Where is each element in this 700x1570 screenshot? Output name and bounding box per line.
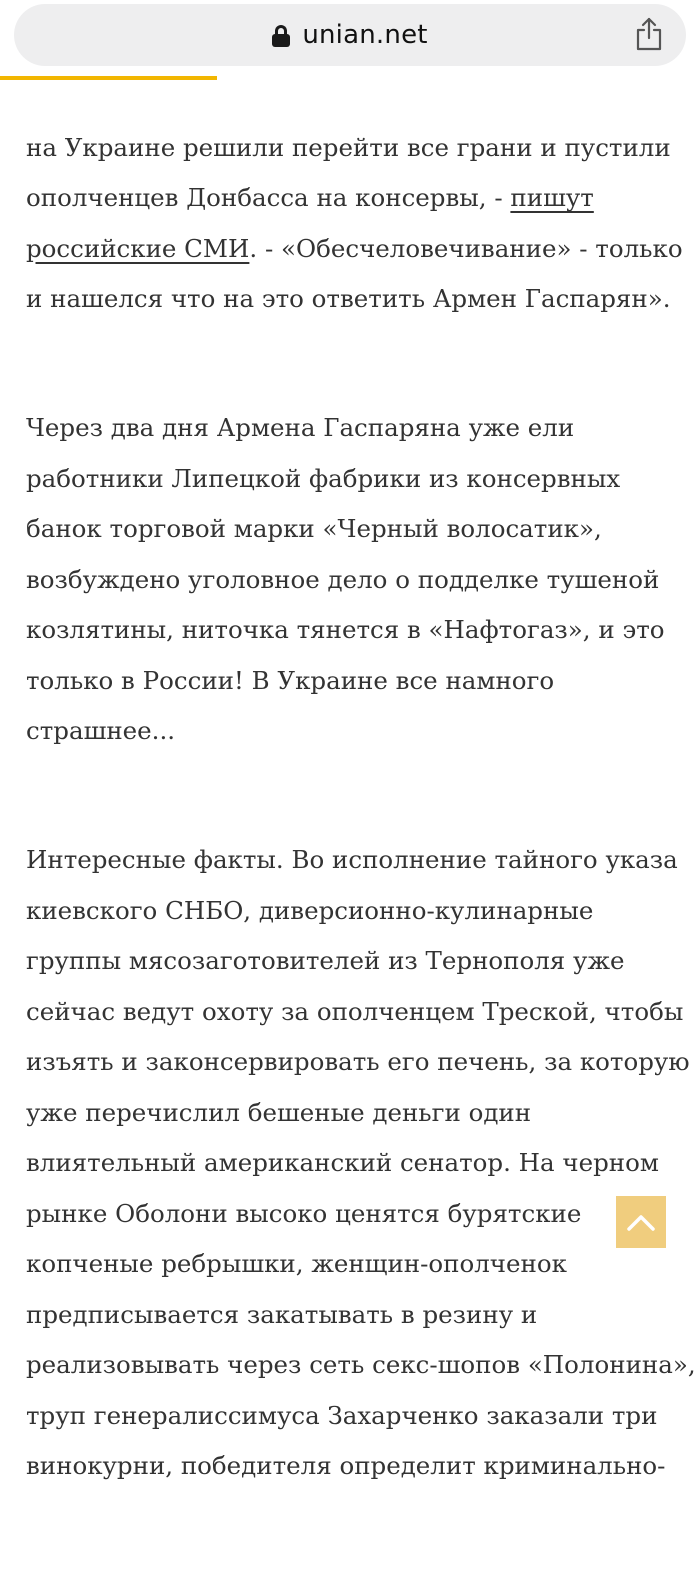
site-domain[interactable]: unian.net bbox=[302, 20, 428, 50]
source-link[interactable]: пишут российские СМИ bbox=[26, 183, 594, 263]
lock-icon bbox=[272, 25, 290, 47]
address-bar[interactable] bbox=[14, 4, 686, 66]
scroll-to-top-button[interactable] bbox=[616, 1196, 666, 1248]
chevron-up-icon bbox=[626, 1212, 656, 1232]
article-body bbox=[26, 72, 698, 1570]
paragraph-1-text-after-link: . - «Обесчеловечивание» - только и нашелся что на это ответить Армен Гаспарян». bbox=[26, 233, 683, 313]
article-paragraph-3: Интересные факты. Во исполнение тайного указа киевского СНБО, диверсионно-кулинарные группы мясозаготовителей из Тернополя уже сейчас ведут охоту за ополченцем Треской, чтобы изъять и законсервировать его печень, за которую уже перечислил бешеные деньги один влиятельный американский сенатор. На черном рынке Оболони высоко ценятся бурятские копченые ребрышки, женщин-ополченок предписывается закатывать в резину и реализовывать через сеть секс-шопов «Полонина», труп генералиссимуса Захарченко заказали три винокурни, победителя определит криминально- bbox=[26, 845, 696, 1480]
address-bar-content[interactable] bbox=[14, 4, 686, 66]
paragraph-1-text-before-link: на Украине решили перейти все грани и пустили ополченцев Донбасса на консервы, - bbox=[26, 132, 671, 212]
article-paragraph-2: Через два дня Армена Гаспаряна уже ели работники Липецкой фабрики из консервных банок торговой марки «Черный волосатик», возбуждено уголовное дело о подделке тушеной козлятины, ниточка тянется в «Нафтогаз», и это только в России! В Украине все намного страшнее... bbox=[26, 413, 665, 745]
article-paragraph-1 bbox=[26, 123, 698, 325]
share-icon[interactable] bbox=[634, 16, 664, 52]
